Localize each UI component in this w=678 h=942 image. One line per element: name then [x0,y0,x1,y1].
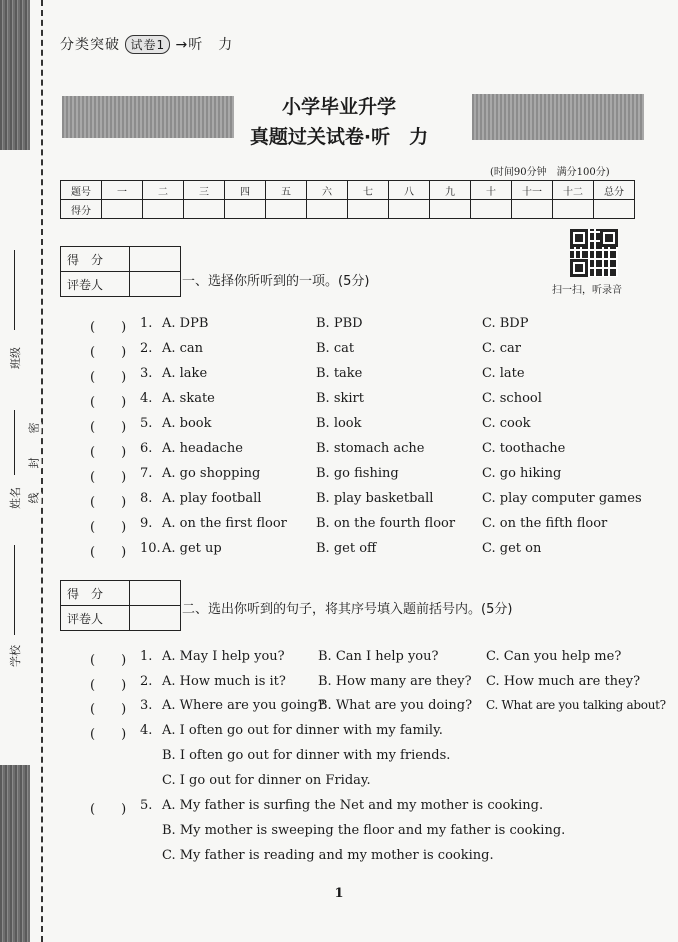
option-a: A. book [162,416,212,431]
option-c: C. I go out for dinner on Friday. [162,773,371,788]
answer-paren[interactable]: ( ) [90,520,127,535]
question-num: 5. [140,798,153,813]
question-num: 2. [140,341,153,356]
answer-paren[interactable]: ( ) [90,370,127,385]
question-num: 2. [140,674,153,689]
school-blank [14,545,15,635]
option-a: A. How much is it? [162,674,286,689]
grade-box-2 [60,580,181,631]
score-header-cell: 九 [430,181,471,200]
grade-box-1 [60,246,181,297]
score-cell[interactable] [512,200,553,219]
option-c: C. play computer games [482,491,642,506]
seal-char-2: 封 [27,457,41,469]
option-c: C. on the fifth floor [482,516,608,531]
score-header-cell: 七 [348,181,389,200]
score-cell[interactable] [102,200,143,219]
seal-char-1: 密 [27,422,41,434]
option-c: C. car [482,341,521,356]
score-cell[interactable] [389,200,430,219]
option-b: B. on the fourth floor [316,516,456,531]
answer-paren[interactable]: ( ) [90,678,127,693]
option-b: B. take [316,366,363,381]
title-line-1: 小学毕业升学 [281,96,396,118]
answer-paren[interactable]: ( ) [90,395,127,410]
option-c: C. BDP [482,316,529,331]
class-blank [14,250,15,330]
question-num: 4. [140,391,153,406]
qr-code-icon[interactable] [570,229,618,277]
question-num: 3. [140,698,153,713]
option-a: A. May I help you? [162,649,285,664]
score-cell[interactable] [430,200,471,219]
answer-paren[interactable]: ( ) [90,420,127,435]
option-c: C. Can you help me? [486,649,622,664]
name-label: 姓名 [9,487,22,509]
seal-char-3: 线 [27,492,41,504]
grade-reviewer-label: 评卷人 [61,272,130,297]
score-header-cell: 二 [143,181,184,200]
option-a: A. play football [162,491,262,506]
option-b: B. cat [316,341,355,356]
option-b: B. My mother is sweeping the floor and my father is cooking. [162,823,566,838]
answer-paren[interactable]: ( ) [90,320,127,335]
score-table [60,180,635,219]
question-num: 1. [140,316,153,331]
score-header-cell: 五 [266,181,307,200]
answer-paren[interactable]: ( ) [90,653,127,668]
option-c: C. How much are they? [486,674,641,689]
score-cell[interactable] [553,200,594,219]
score-header-cell: 十二 [553,181,594,200]
question-num: 3. [140,366,153,381]
page-header [60,34,233,54]
answer-paren[interactable]: ( ) [90,802,127,817]
option-c: C. My father is reading and my mother is cooking. [162,848,494,863]
score-cell[interactable] [266,200,307,219]
time-info: (时间90分钟 满分100分) [490,167,610,178]
section-1-title: 一、选择你所听到的一项。(5分) [182,274,370,289]
option-b: B. get off [316,541,377,556]
option-a: A. headache [162,441,243,456]
option-c: C. go hiking [482,466,562,481]
option-b: B. stomach ache [316,441,425,456]
option-b: B. PBD [316,316,363,331]
grade-score-cell[interactable] [130,247,181,272]
option-a: A. go shopping [162,466,261,481]
name-blank [14,410,15,475]
option-c: C. school [482,391,542,406]
option-b: B. skirt [316,391,364,406]
question-num: 8. [140,491,153,506]
option-a: A. can [162,341,204,356]
answer-paren[interactable]: ( ) [90,495,127,510]
question-num: 7. [140,466,153,481]
score-cell[interactable] [594,200,635,219]
option-a: A. My father is surfing the Net and my mother is cooking. [162,798,544,813]
grade-score-label: 得 分 [61,581,130,606]
option-b: B. look [316,416,362,431]
score-header-cell: 三 [184,181,225,200]
grade-reviewer-label: 评卷人 [61,606,130,631]
binding-strip-bottom [0,765,30,942]
score-cell[interactable] [471,200,512,219]
score-header-cell: 八 [389,181,430,200]
grade-score-label: 得 分 [61,247,130,272]
option-b: B. play basketball [316,491,434,506]
option-b: B. How many are they? [318,674,472,689]
option-a: A. skate [162,391,215,406]
score-header-cell: 总分 [594,181,635,200]
class-label: 班级 [9,347,22,369]
answer-paren[interactable]: ( ) [90,545,127,560]
page-number: 1 [334,886,344,901]
school-label: 学校 [9,645,22,667]
question-num: 6. [140,441,153,456]
answer-paren[interactable]: ( ) [90,727,127,742]
score-header-cell: 四 [225,181,266,200]
option-c: C. cook [482,416,531,431]
option-c: C. late [482,366,525,381]
grade-reviewer-cell[interactable] [130,606,181,631]
option-a: A. get up [162,541,222,556]
question-num: 4. [140,723,153,738]
option-a: A. Where are you going? [162,698,325,713]
option-c: C. get on [482,541,542,556]
header-suffix: →听 力 [175,37,234,53]
option-a: A. DPB [162,316,209,331]
question-num: 1. [140,649,153,664]
score-header-cell: 一 [102,181,143,200]
score-header-cell: 十一 [512,181,553,200]
answer-paren[interactable]: ( ) [90,445,127,460]
header-prefix: 分类突破 [60,37,120,53]
option-c: C. toothache [482,441,566,456]
answer-paren[interactable]: ( ) [90,470,127,485]
option-a: A. on the first floor [162,516,287,531]
grade-reviewer-cell[interactable] [130,272,181,297]
grade-score-cell[interactable] [130,581,181,606]
option-b: B. What are you doing? [318,698,473,713]
score-header-cell: 题号 [61,181,102,200]
score-cell[interactable] [348,200,389,219]
qr-caption: 扫一扫，听录音 [552,285,622,296]
score-row-label: 得分 [61,200,102,219]
score-header-cell: 六 [307,181,348,200]
question-num: 5. [140,416,153,431]
option-b: B. go fishing [316,466,399,481]
option-a: A. I often go out for dinner with my family. [162,723,443,738]
question-num: 10. [140,541,161,556]
option-a: A. lake [162,366,208,381]
title-line-2: 真题过关试卷·听 力 [249,126,429,148]
header-badge: 试卷1 [125,35,170,54]
score-cell[interactable] [225,200,266,219]
score-cell[interactable] [143,200,184,219]
answer-paren[interactable]: ( ) [90,345,127,360]
score-cell[interactable] [307,200,348,219]
score-cell[interactable] [184,200,225,219]
score-header-cell: 十 [471,181,512,200]
answer-paren[interactable]: ( ) [90,702,127,717]
option-c: C. What are you talking about? [486,698,666,712]
question-num: 9. [140,516,153,531]
option-b: B. I often go out for dinner with my friends. [162,748,451,763]
option-b: B. Can I help you? [318,649,439,664]
section-2-title: 二、选出你听到的句子，将其序号填入题前括号内。(5分) [182,602,513,617]
